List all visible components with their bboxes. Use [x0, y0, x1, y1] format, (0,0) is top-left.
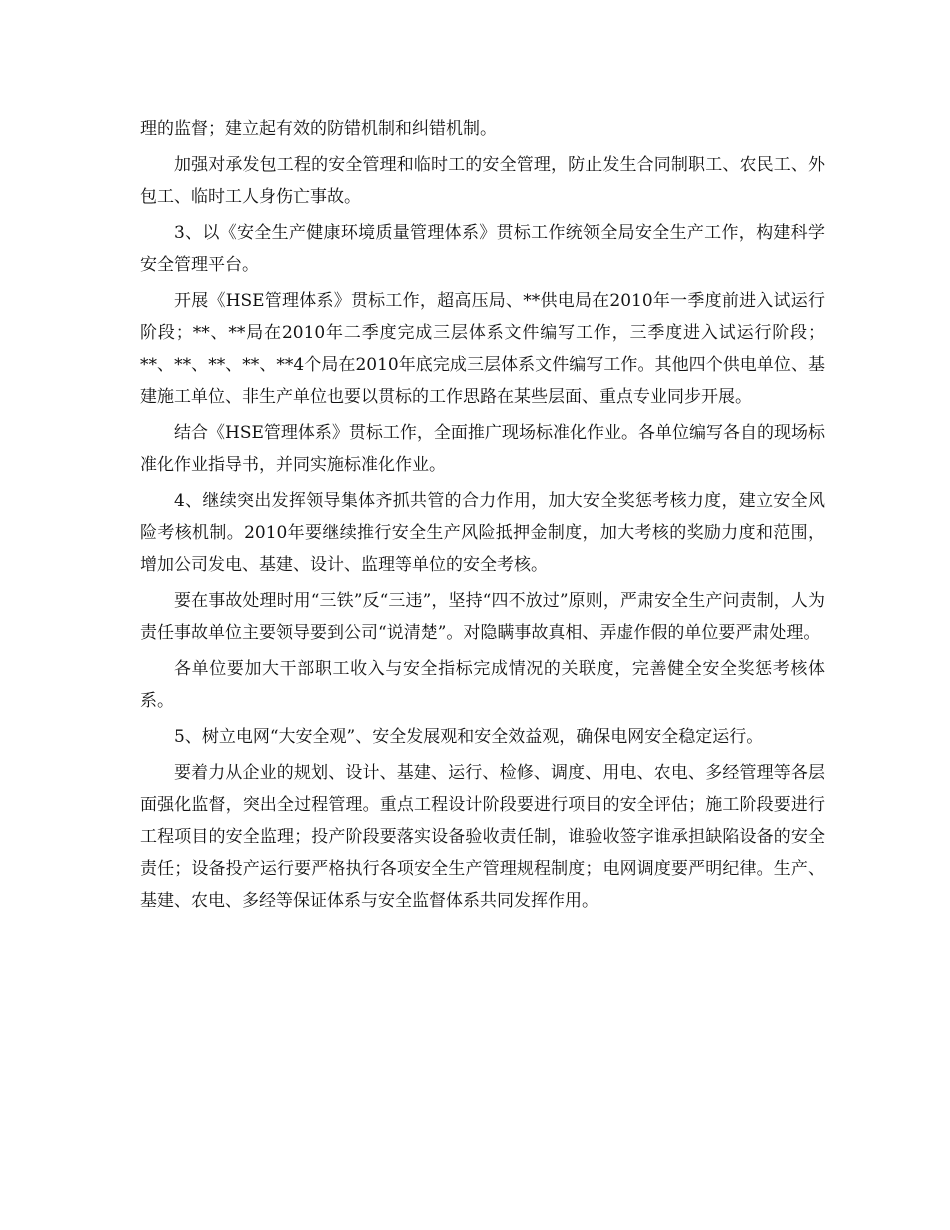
- paragraph-full-process-management: 要着力从企业的规划、设计、基建、运行、检修、调度、用电、农电、多经管理等各层面强化监督，突出全过程管理。重点工程设计阶段要进行项目的安全评估；施工阶段要进行工程项目的安全监理；投产阶段要落实设备验收责任制，谁验收签字谁承担缺陷设备的安全责任；设备投产运行要严格执行各项安全生产管理规程制度；电网调度要严明纪律。生产、基建、农电、多经等保证体系与安全监督体系共同发挥作用。: [140, 763, 825, 911]
- paragraph-income-linkage: 各单位要加大干部职工收入与安全指标完成情况的关联度，完善健全安全奖惩考核体系。: [140, 659, 825, 711]
- document-page: [140, 113, 825, 921]
- paragraph-continuation: 理的监督；建立起有效的防错机制和纠错机制。: [140, 119, 497, 139]
- paragraph-section-3-heading: 3、以《安全生产健康环境质量管理体系》贯标工作统领全局安全生产工作，构建科学安全管理平台。: [140, 223, 825, 275]
- paragraph-section-4-heading: 4、继续突出发挥领导集体齐抓共管的合力作用，加大安全奖惩考核力度，建立安全风险考核机制。2010年要继续推行安全生产风险抵押金制度，加大考核的奖励力度和范围，增加公司发电、基建、设计、监理等单位的安全考核。: [140, 491, 825, 575]
- paragraph-section-5-heading: 5、树立电网“大安全观”、安全发展观和安全效益观，确保电网安全稳定运行。: [174, 727, 764, 747]
- paragraph-standardized-operations: 结合《HSE管理体系》贯标工作，全面推广现场标准化作业。各单位编写各自的现场标准化作业指导书，并同实施标准化作业。: [140, 423, 825, 475]
- paragraph-hse-rollout: 开展《HSE管理体系》贯标工作，超高压局、**供电局在2010年一季度前进入试运行阶段；**、**局在2010年二季度完成三层体系文件编写工作，三季度进入试运行阶段；**、**、**、**、**4个局在2010年底完成三层体系文件编写工作。其他四个供电单位、基建施工单位、非生产单位也要以贯标的工作思路在某些层面、重点专业同步开展。: [140, 291, 825, 407]
- paragraph-contractor-safety: 加强对承发包工程的安全管理和临时工的安全管理，防止发生合同制职工、农民工、外包工、临时工人身伤亡事故。: [140, 155, 825, 207]
- paragraph-accident-handling: 要在事故处理时用“三铁”反“三违”，坚持“四不放过”原则，严肃安全生产问责制，人为责任事故单位主要领导要到公司“说清楚”。对隐瞒事故真相、弄虚作假的单位要严肃处理。: [140, 591, 825, 643]
